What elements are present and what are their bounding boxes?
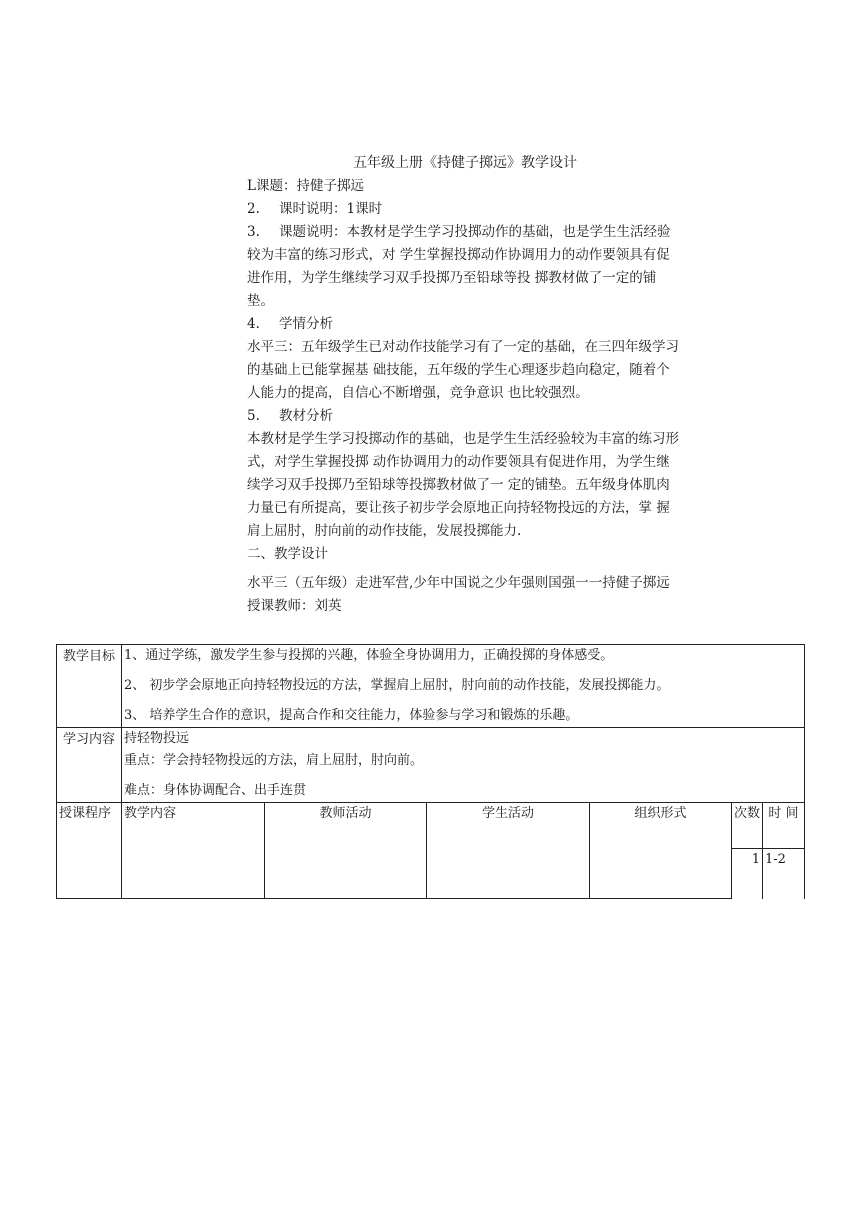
content-label: 学习内容 <box>57 728 122 803</box>
section-3-text: 课题说明：本教材是学生学习投掷动作的基础，也是学生生活经验较为丰富的练习形式，对 学生掌握投掷动作协调用力的动作要领具有促进作用，为学生继续学习双手投掷乃至铅球等投 掷教材做了一定的铺垫。 <box>247 224 671 309</box>
section-2 <box>247 198 683 221</box>
teacher-activity-header: 教师活动 <box>265 803 427 899</box>
content-key-point: 重点：学会持轻物投远的方法，肩上屈肘，肘向前。 <box>124 753 424 768</box>
section-5 <box>247 405 683 428</box>
section-4-body: 水平三：五年级学生已对动作技能学习有了一定的基础，在三四年级学习的基础上已能掌握基 础技能，五年级的学生心理逐步趋向稳定，随着个人能力的提高，自信心不断增强，竞争意识 也比较强烈。 <box>247 339 679 401</box>
lesson-plan-table <box>56 644 805 899</box>
section-4-text: 学情分析 <box>279 316 333 332</box>
content-topic: 持轻物投远 <box>124 731 190 746</box>
design-line: 水平三（五年级）走进军营,少年中国说之少年强则国强一一持健子掷远 <box>247 575 670 591</box>
header-row <box>57 803 805 849</box>
objectives-label: 教学目标 <box>57 645 122 728</box>
procedure-header: 授课程序 <box>57 803 122 899</box>
section-2-number: 2. <box>247 201 260 217</box>
times-header: 次数 <box>732 803 763 849</box>
content-cell <box>122 728 805 803</box>
duration-value: 1-2 <box>763 849 805 899</box>
section-1 <box>247 175 683 198</box>
section-4 <box>247 313 683 336</box>
objectives-cell <box>122 645 805 728</box>
document-body <box>247 152 683 618</box>
section-1-number: L <box>247 178 256 194</box>
objective-3: 3、 培养学生合作的意识，提高合作和交往能力，体验参与学习和锻炼的乐趣。 <box>124 708 579 723</box>
section-3-number: 3. <box>247 224 260 240</box>
section-5-body: 本教材是学生学习投掷动作的基础，也是学生生活经验较为丰富的练习形式，对学生掌握投掷 动作协调用力的动作要领具有促进作用，为学生继续学习双手投掷乃至铅球等投掷教材做了一 定的铺垫。五年级身体肌肉力量已有所提高，要让孩子初步学会原地正向持轻物投远的方法，掌 握肩上屈肘，肘向前的动作技能，发展投掷能力. <box>247 431 679 539</box>
section-4-number: 4. <box>247 316 260 332</box>
section-3 <box>247 221 683 313</box>
section-5-text: 教材分析 <box>279 408 333 424</box>
objective-2: 2、 初步学会原地正向持轻物投远的方法，掌握肩上屈肘，肘向前的动作技能，发展投掷能力。 <box>124 678 670 693</box>
objective-1: 1、通过学练，激发学生参与投掷的兴趣，体验全身协调用力，正确投掷的身体感受。 <box>124 648 614 663</box>
duration-header: 时 间 <box>763 803 805 849</box>
teaching-content-header: 教学内容 <box>122 803 265 899</box>
organization-header: 组织形式 <box>590 803 732 899</box>
content-row <box>57 728 805 803</box>
section-1-text: 课题：持健子掷远 <box>255 178 364 194</box>
objectives-row <box>57 645 805 728</box>
student-activity-header: 学生活动 <box>427 803 590 899</box>
document-title: 五年级上册《持健子掷远》教学设计 <box>353 155 577 171</box>
content-difficulty: 难点：身体协调配合、出手连贯 <box>124 783 307 798</box>
section-2-text: 课时说明：1课时 <box>279 201 383 217</box>
section-5-number: 5. <box>247 408 260 424</box>
teacher-line: 授课教师：刘英 <box>247 598 342 614</box>
section-design-heading: 二、教学设计 <box>247 546 328 562</box>
times-value: 1 <box>732 849 763 899</box>
